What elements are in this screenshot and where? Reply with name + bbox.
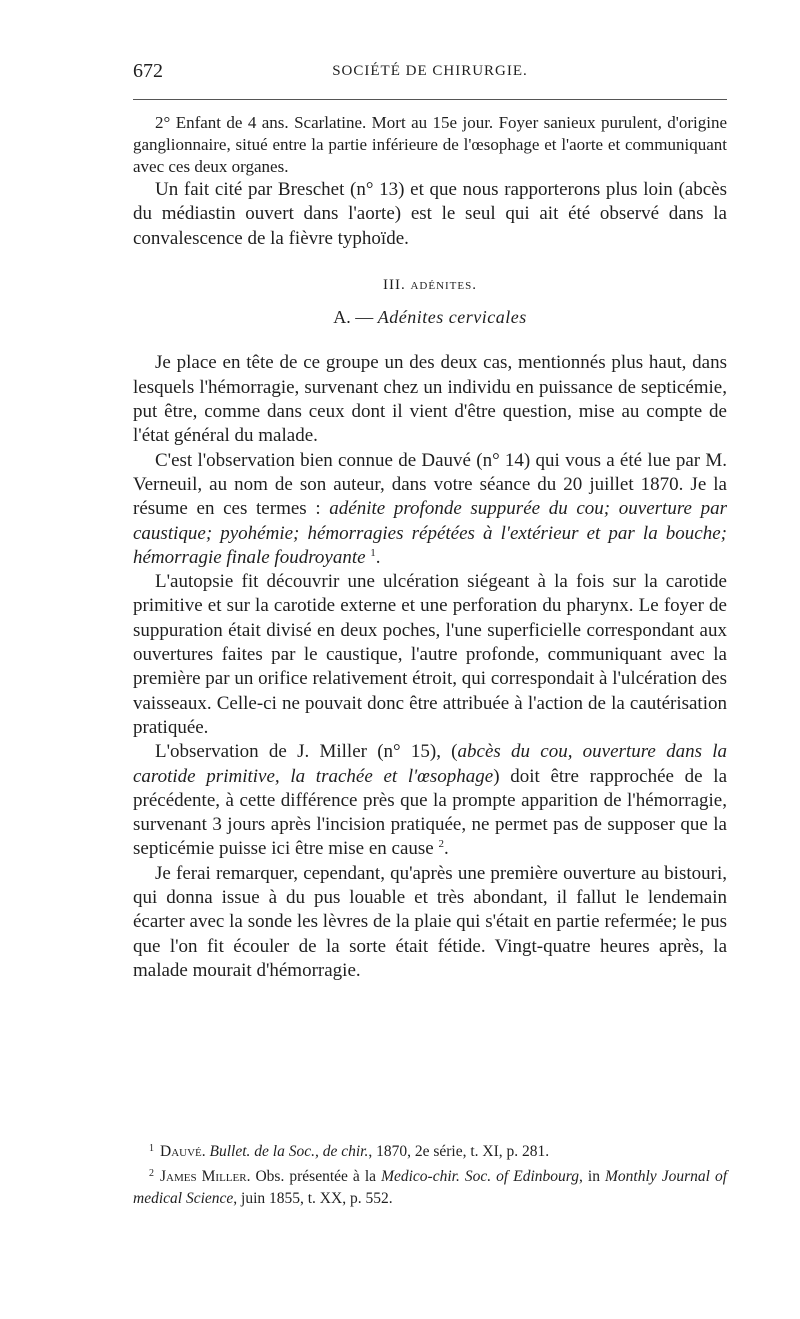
footnote-1 (133, 1138, 727, 1163)
subsection-heading (133, 305, 727, 329)
paragraph-2-italic: adénite profonde suppurée du cou; ouverture par caustique; pyohémie; hémorragies répétées à l'extérieur et par la bouche; hémorragie finale foudroyante (133, 498, 727, 568)
body-text (133, 112, 727, 983)
subsection-title: Adénites cervicales (377, 307, 527, 328)
paragraph-1: Je place en tête de ce groupe un des deux cas, mentionnés plus haut, dans lesquels l'hémorragie, survenant chez un individu en puissance de septicémie, put être, comme dans ceux dont il vient d'être question, mise au compte de l'état général du malade. (133, 352, 727, 447)
footnote-2 (133, 1163, 727, 1210)
paragraph-3: L'autopsie fit découvrir une ulcération siégeant à la fois sur la carotide primitive et sur la carotide externe et une perforation du pharynx. Le foyer de suppuration était divisé en deux poches, l'une superficielle correspondant aux ouvertures faites par le caustique, l'autre profonde, communiquant avec la première par un orifice relativement étroit, qui correspondait à l'ulcération des vaisseaux. Celle-ci ne pouvait donc être attribuée à l'action de la cautérisation pratiquée. (133, 571, 727, 738)
footnote-2-mark: 2 (149, 1168, 154, 1179)
footnote-ref-1: 1 (370, 546, 376, 559)
paragraph-4-text-b: ) doit être rapprochée de la précédente, à cette différence près que la prompte apparition de l'hémorragie, survenant 3 jours après l'incision pratiquée, ne permet pas de supposer que la septicémie puisse ici être mise en cause (133, 765, 727, 860)
footnote-2-italic: Medico-chir. Soc. of Edinbourg (381, 1168, 579, 1185)
paragraph-2-text: C'est l'observation bien connue de Dauvé (n° 14) qui vous a été lue par M. Verneuil, au nom de son auteur, dans votre séance du 20 juillet 1870. Je la résume en ces termes : (133, 449, 727, 520)
footnote-2-rest: , juin 1855, t. XX, p. 552. (233, 1190, 393, 1207)
page-number: 672 (133, 60, 163, 82)
breschet-paragraph: Un fait cité par Breschet (n° 13) et que nous rapporterons plus loin (abcès du médiastin ouvert dans l'aorte) est le seul qui ait été observé dans la convalescence de la fièvre typhoïde. (133, 179, 727, 249)
footnote-ref-2: 2 (438, 838, 444, 851)
paragraph-4 (133, 740, 727, 861)
footnotes (133, 1138, 727, 1210)
paragraph-5: Je ferai remarquer, cependant, qu'après une première ouverture au bistouri, qui donna issue à du pus louable et très abondant, il fallut le lendemain écarter avec la sonde les lèvres de la plaie qui s'était en partie refermée; le pus que l'on fit écouler de la sorte était fétide. Vingt-quatre heures après, la malade mourait d'hémorragie. (133, 862, 727, 981)
footnote-2-author: James Miller. (160, 1168, 251, 1185)
footnote-1-rest: , 1870, 2e série, t. XI, p. 281. (368, 1143, 550, 1160)
footnote-1-author: Dauvé. (160, 1143, 206, 1160)
section-heading: III. adénites. (382, 276, 477, 293)
paragraph-2 (133, 449, 727, 570)
footnote-2-plain: Obs. présentée à la (250, 1168, 382, 1185)
case-2-paragraph: 2° Enfant de 4 ans. Scarlatine. Mort au 15e jour. Foyer sanieux purulent, d'origine ganglionnaire, situé entre la partie inférieure de l'œsophage et l'aorte et communiquant avec ces deux organes. (133, 113, 727, 176)
paragraph-2-end: . (375, 546, 381, 568)
footnote-2-plain2: , in (578, 1168, 605, 1185)
subsection-letter: A. (333, 307, 351, 328)
footnote-1-italic: Bullet. de la Soc., de chir. (209, 1143, 369, 1160)
subsection-dash: — (350, 307, 378, 328)
page-header (133, 60, 727, 90)
paragraph-4-italic: abcès du cou, ouverture dans la carotide primitive, la trachée et l'œsophage (133, 741, 727, 787)
running-title: SOCIÉTÉ DE CHIRURGIE. (332, 63, 528, 79)
footnote-1-mark: 1 (149, 1143, 154, 1154)
paragraph-4-text: L'observation de J. Miller (n° 15), ( (155, 741, 458, 763)
footnote-2-italic2: Monthly Journal of medical Science (133, 1168, 727, 1207)
paragraph-4-end: . (443, 838, 449, 860)
header-rule (133, 99, 727, 100)
